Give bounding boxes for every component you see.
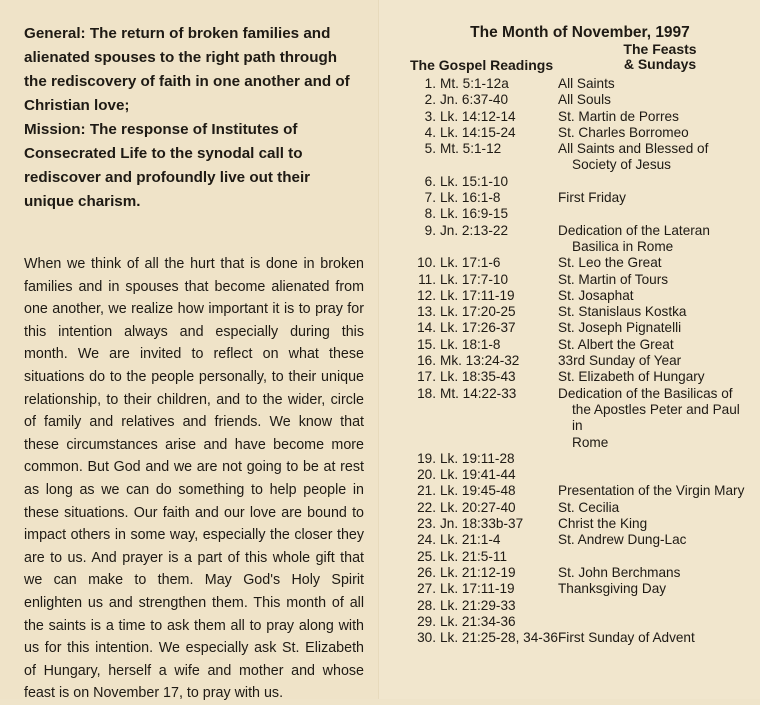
feast-line: Rome <box>572 434 609 450</box>
gospel-reference: Lk. 21:5-11 <box>440 548 508 564</box>
calendar-row <box>410 369 750 385</box>
gospel-reference: Lk. 19:11-28 <box>440 450 515 466</box>
feast-name <box>558 483 750 499</box>
gospel-reference: Mt. 5:1-12a <box>440 76 509 91</box>
day-number: 21. <box>417 483 436 499</box>
general-label: General: <box>24 25 86 42</box>
header-feasts-line1: The Feasts <box>623 41 697 57</box>
day-number: 29. <box>417 613 436 629</box>
day-number: 24. <box>417 532 436 548</box>
feast-line: All Souls <box>558 92 611 108</box>
feast-name <box>558 125 750 141</box>
feast-line: St. Martin de Porres <box>558 108 679 124</box>
mission-label: Mission: <box>24 121 86 138</box>
header-feasts-line2: & Sundays <box>623 56 697 72</box>
left-page <box>0 0 380 702</box>
calendar-row <box>410 581 750 597</box>
gospel-reference: Lk. 21:34-36 <box>440 613 516 629</box>
gospel-reference: Lk. 18:35-43 <box>440 369 516 385</box>
feast-name <box>558 141 750 174</box>
feast-name <box>558 353 750 369</box>
day-number: 27. <box>417 581 436 597</box>
prayer-intention <box>24 22 364 214</box>
calendar-row <box>410 272 750 288</box>
feast-name <box>558 272 750 288</box>
feast-line: Christ the King <box>558 516 648 532</box>
day-number: 25. <box>417 548 436 564</box>
day-number: 11. <box>418 271 436 287</box>
mission-intention <box>24 118 364 214</box>
feast-name <box>558 500 750 516</box>
calendar-row <box>410 174 750 190</box>
calendar-row <box>410 565 750 581</box>
feast-name <box>558 76 750 92</box>
day-number: 15. <box>417 336 436 352</box>
feast-line: 33rd Sunday of Year <box>558 353 682 369</box>
month-title: The Month of November, 1997 <box>470 24 690 41</box>
feast-line: Dedication of the Lateran <box>558 222 710 238</box>
gospel-reference: Mt. 14:22-33 <box>440 385 517 401</box>
day-number: 10. <box>417 255 436 271</box>
gospel-reference: Lk. 17:26-37 <box>440 320 516 336</box>
calendar-row <box>410 516 750 532</box>
gospel-reference: Lk. 17:7-10 <box>440 271 509 287</box>
calendar-row <box>410 532 750 548</box>
day-number: 5. <box>424 141 436 157</box>
feast-line: St. Stanislaus Kostka <box>558 304 687 320</box>
gospel-reference: Lk. 17:11-19 <box>440 581 515 597</box>
gospel-reference: Lk. 17:1-6 <box>440 255 501 271</box>
feast-line: Thanksgiving Day <box>558 581 667 597</box>
gospel-reference: Lk. 18:1-8 <box>440 336 501 352</box>
gospel-reference: Lk. 14:12-14 <box>440 108 516 124</box>
calendar-row <box>410 288 750 304</box>
calendar-row <box>410 76 750 92</box>
feast-name <box>558 174 750 190</box>
calendar-list <box>410 76 750 646</box>
calendar-row <box>410 500 750 516</box>
calendar-row <box>410 206 750 222</box>
day-number: 20. <box>417 467 436 483</box>
gospel-reference: Lk. 19:41-44 <box>440 467 516 483</box>
day-number: 23. <box>417 516 436 532</box>
feast-name <box>558 255 750 271</box>
calendar-row <box>410 353 750 369</box>
feast-name <box>558 304 750 320</box>
feast-name <box>558 467 750 483</box>
feast-line: St. Martin of Tours <box>558 271 669 287</box>
gospel-reference: Lk. 17:20-25 <box>440 304 516 320</box>
feast-line: the Apostles Peter and Paul in <box>572 401 740 434</box>
day-number: 9. <box>424 222 436 238</box>
calendar-row <box>410 614 750 630</box>
calendar-row <box>410 467 750 483</box>
gospel-reference: Mt. 5:1-12 <box>440 141 502 157</box>
calendar-row <box>410 386 750 451</box>
mission-text: The response of Institutes of Consecrated Life to the synodal call to rediscover and profoundly live out their unique charism. <box>24 121 311 210</box>
feast-name <box>558 223 750 256</box>
gospel-reference: Mk. 13:24-32 <box>440 353 520 369</box>
feast-name <box>558 337 750 353</box>
gospel-reference: Jn. 18:33b-37 <box>440 516 524 532</box>
feast-line: St. Josaphat <box>558 287 634 303</box>
feast-line: All Saints and Blessed of <box>558 141 709 157</box>
day-number: 19. <box>417 450 436 466</box>
feast-name <box>558 581 750 597</box>
day-number: 14. <box>417 320 436 336</box>
gospel-reference: Lk. 19:45-48 <box>440 483 516 499</box>
calendar-row <box>410 337 750 353</box>
gospel-reference: Lk. 16:9-15 <box>440 206 509 222</box>
day-number: 6. <box>424 173 436 189</box>
calendar-row <box>410 223 750 256</box>
gospel-reference: Lk. 21:29-33 <box>440 597 516 613</box>
feast-name <box>558 598 750 614</box>
day-number: 8. <box>424 206 436 222</box>
table-header <box>410 42 750 76</box>
calendar-row <box>410 320 750 336</box>
calendar-row <box>410 141 750 174</box>
day-number: 28. <box>417 597 436 613</box>
feast-name <box>558 386 750 451</box>
day-number: 4. <box>424 124 436 140</box>
calendar-row <box>410 549 750 565</box>
feast-line: First Friday <box>558 190 626 206</box>
calendar-row <box>410 483 750 499</box>
calendar-row <box>410 451 750 467</box>
feast-line: First Sunday of Advent <box>558 630 695 646</box>
calendar-row <box>410 598 750 614</box>
right-page <box>380 0 760 699</box>
day-number: 17. <box>417 369 436 385</box>
calendar-row <box>410 125 750 141</box>
gospel-reference: Lk. 20:27-40 <box>440 499 516 515</box>
feast-line: St. Andrew Dung-Lac <box>558 532 687 548</box>
feast-name <box>558 320 750 336</box>
day-number: 2. <box>424 92 436 108</box>
feast-name <box>558 565 750 581</box>
day-number: 22. <box>417 499 436 515</box>
feast-line: St. Cecilia <box>558 499 620 515</box>
feast-line: St. Albert the Great <box>558 336 674 352</box>
day-number: 13. <box>417 304 436 320</box>
calendar-row <box>410 630 750 646</box>
feast-name <box>558 614 750 630</box>
gospel-reference: Jn. 2:13-22 <box>440 222 509 238</box>
gospel-reference: Lk. 17:11-19 <box>440 287 515 303</box>
feast-line: St. Elizabeth of Hungary <box>558 369 705 385</box>
feast-line: All Saints <box>558 76 615 91</box>
day-number: 16. <box>417 353 436 369</box>
gospel-reference: Lk. 16:1-8 <box>440 190 501 206</box>
feast-line: St. Charles Borromeo <box>558 124 689 140</box>
calendar-row <box>410 255 750 271</box>
feast-name <box>558 190 750 206</box>
feast-name <box>558 532 750 548</box>
feast-name <box>558 451 750 467</box>
feast-line: St. Leo the Great <box>558 255 662 271</box>
general-intention <box>24 22 364 118</box>
header-feasts <box>610 42 710 72</box>
feast-name <box>558 288 750 304</box>
reflection-paragraph: When we think of all the hurt that is done in broken families and in spouses that become alienated from one another, we realize how important it is to pray for this intention always and especially during this month. We are invited to reflect on what these situations do to the people personally, to their unique relationship, to their children, and to the wider, circle of family and relatives and friends. We know that these circumstances arise and have become more common. But God and we are not going to be at rest as long as we can do something to help people in these situations. Our faith and our love are bound to impact others in some way, especially the closer they are to us. And prayer is a part of this whole gift that we can make to them. May God's Holy Spirit enlighten us and strengthen them. This month of all the saints is a time to ask them all to pray along with us for this intention. We especially ask St. Elizabeth of Hungary, herself a wife and mother and whose feast is on November 17, to pray with us. <box>24 256 364 702</box>
feast-name <box>558 92 750 108</box>
day-number: 7. <box>424 190 436 206</box>
header-gospel-readings: The Gospel Readings <box>410 57 554 73</box>
feast-name <box>558 630 750 646</box>
feast-line: St. Joseph Pignatelli <box>558 320 682 336</box>
gospel-reference: Lk. 21:1-4 <box>440 532 501 548</box>
feast-line: Dedication of the Basilicas of <box>558 385 733 401</box>
day-number: 3. <box>424 108 436 124</box>
gospel-reference: Jn. 6:37-40 <box>440 92 509 108</box>
feast-line: Society of Jesus <box>572 157 671 173</box>
day-number: 1. <box>424 76 436 91</box>
calendar-row <box>410 92 750 108</box>
day-number: 26. <box>417 564 436 580</box>
gospel-reference: Lk. 21:25-28, 34-36 <box>440 630 558 646</box>
feast-line: Presentation of the Virgin Mary <box>558 483 745 499</box>
gospel-reference: Lk. 15:1-10 <box>440 173 509 189</box>
feast-name <box>558 369 750 385</box>
feast-name <box>558 206 750 222</box>
gospel-reference: Lk. 21:12-19 <box>440 564 516 580</box>
gospel-reference: Lk. 14:15-24 <box>440 124 516 140</box>
general-text: The return of broken families and alienated spouses to the right path through the rediscovery of faith in one another and of Christian love; <box>24 25 350 114</box>
calendar-row <box>410 109 750 125</box>
day-number: 12. <box>417 287 436 303</box>
feast-line: Basilica in Rome <box>572 238 674 254</box>
day-number: 30. <box>417 630 436 646</box>
feast-name <box>558 549 750 565</box>
feast-line: St. John Berchmans <box>558 564 681 580</box>
calendar-row <box>410 304 750 320</box>
day-number: 18. <box>417 385 436 401</box>
calendar-row <box>410 190 750 206</box>
feast-name <box>558 109 750 125</box>
feast-name <box>558 516 750 532</box>
